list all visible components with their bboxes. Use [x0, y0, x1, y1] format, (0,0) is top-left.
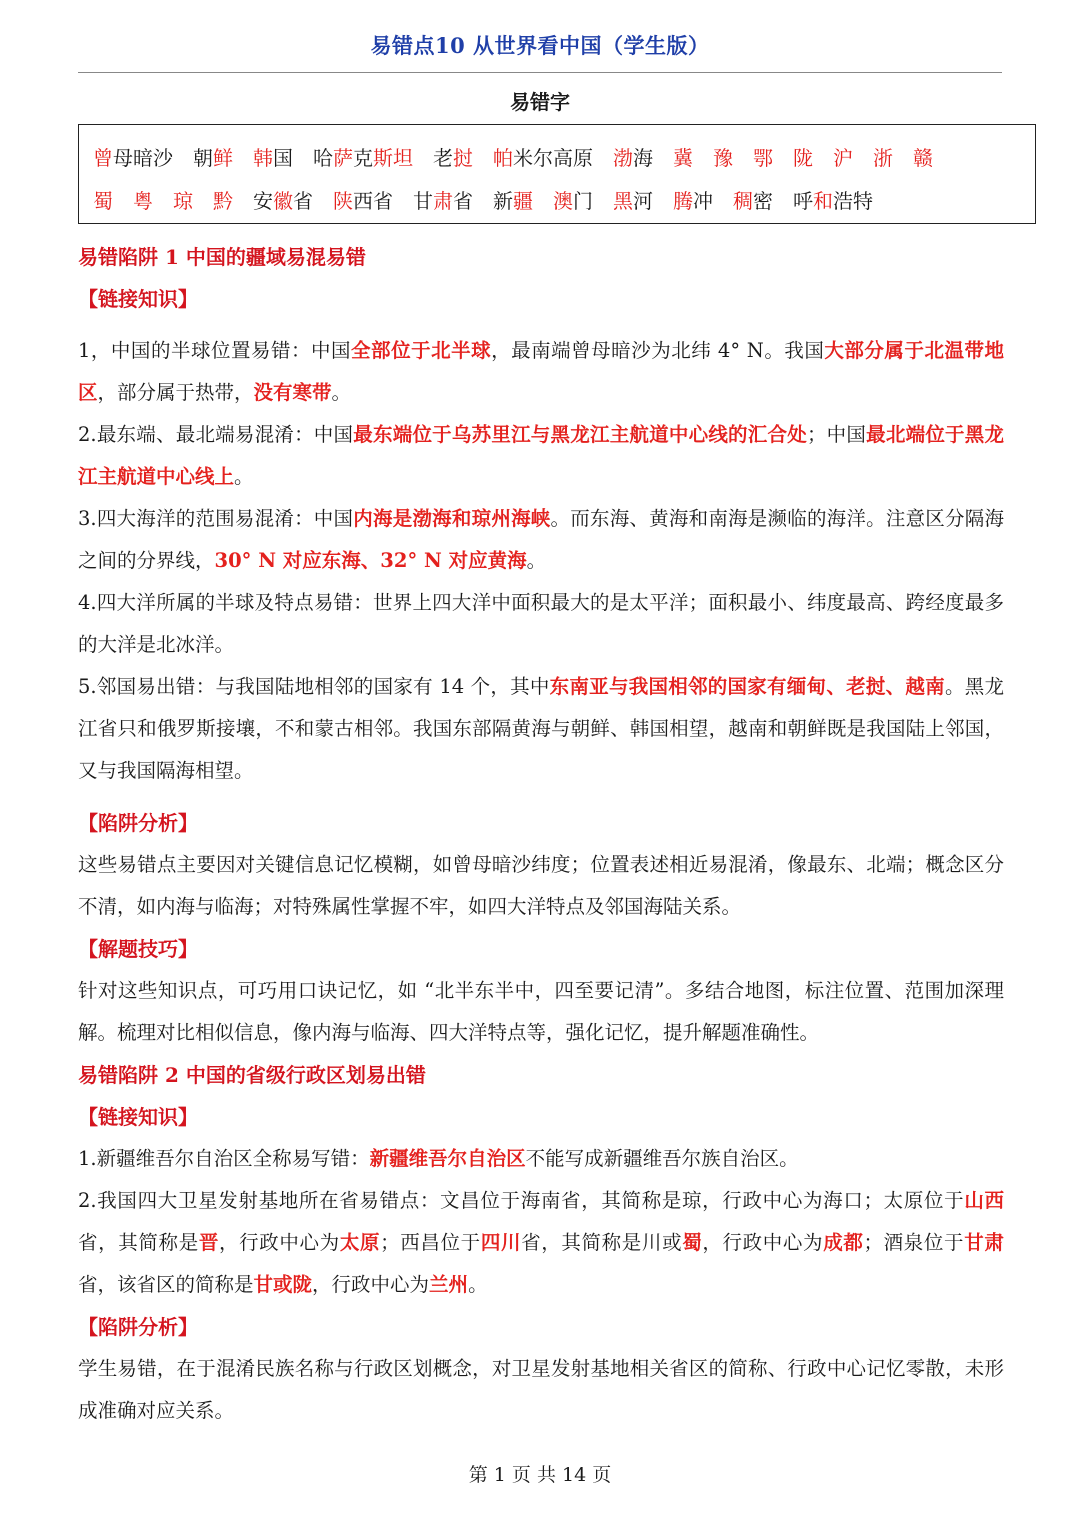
- highlight-text: 蜀: [682, 1231, 703, 1254]
- body-text: 。黑龙江省只和俄罗斯接壤，不和蒙古相邻。我国东部隔黄海与朝鲜、韩国相望，越南和朝鲜既是我国陆上邻国，又与我国隔海相望。: [78, 675, 1004, 782]
- trap-1-point-1: [78, 330, 1004, 414]
- error-prone-word: 韩国: [253, 146, 293, 170]
- trap-1-tips-tag: 【解题技巧】: [78, 937, 198, 961]
- error-prone-word: 冀: [673, 146, 693, 170]
- highlight-text: 30° N 对应东海、32° N 对应黄海: [214, 549, 527, 572]
- highlight-text: 兰州: [429, 1273, 469, 1296]
- body-text: ；酒泉位于: [863, 1231, 965, 1254]
- trap-2-analysis-tag: 【陷阱分析】: [78, 1315, 198, 1339]
- word-row-2: [93, 180, 1035, 223]
- trap-1-tips: 针对这些知识点，可巧用口诀记忆，如 “北半东半中，四至要记清”。多结合地图，标注位置、范围加深理解。梳理对比相似信息，像内海与临海、四大洋特点等，强化记忆，提升解题准确性。: [78, 979, 1004, 1044]
- error-prone-word: 陕西省: [333, 189, 393, 213]
- error-prone-word: 老挝: [433, 146, 473, 170]
- highlight-text: 内海是渤海和琼州海峡: [353, 507, 551, 530]
- body-text: ，最南端曾母暗沙为北纬 4° N。我国: [491, 339, 825, 362]
- error-prone-word: 浙: [873, 146, 893, 170]
- highlight-text: 四川: [480, 1231, 522, 1254]
- trap-2-point-1: [78, 1138, 1004, 1180]
- error-prone-word: 澳门: [553, 189, 593, 213]
- highlight-text: 山西: [964, 1189, 1004, 1212]
- error-prone-word: 黔: [213, 189, 233, 213]
- trap-1-point-3: [78, 498, 1004, 582]
- error-prone-word: 呼和浩特: [793, 189, 873, 213]
- trap-1-analysis-tag: 【陷阱分析】: [78, 811, 198, 835]
- highlight-text: 没有寒带: [253, 381, 332, 404]
- error-prone-word: 豫: [713, 146, 733, 170]
- body-text: ，行政中心为: [218, 1231, 340, 1254]
- error-prone-word: 鄂: [753, 146, 773, 170]
- page-title: 易错点10 从世界看中国（学生版）: [370, 33, 710, 58]
- trap-1-knowledge-tag: 【链接知识】: [78, 287, 198, 311]
- body-text: ，部分属于热带，: [97, 381, 254, 404]
- highlight-text: 东南亚与我国相邻的国家有缅甸、老挝、越南: [549, 675, 945, 698]
- error-prone-word: 沪: [833, 146, 853, 170]
- body-text: 。: [234, 465, 254, 488]
- trap-2-knowledge-tag: 【链接知识】: [78, 1105, 198, 1129]
- body-text: 1，中国的半球位置易错：中国: [78, 339, 352, 362]
- trap-1-title: 易错陷阱 1 中国的疆域易混易错: [78, 245, 366, 269]
- body-text: 。: [331, 381, 352, 404]
- highlight-text: 甘或陇: [253, 1273, 313, 1296]
- error-prone-word: 曾母暗沙: [93, 146, 173, 170]
- body-text: 。而东海、黄海和南海是濒临的海洋。注意区分隔海之间的分界线，: [78, 507, 1004, 572]
- error-prone-word: 蜀: [93, 189, 113, 213]
- error-prone-word: 安徽省: [253, 189, 313, 213]
- word-row-1: [93, 137, 1035, 180]
- highlight-text: 大部分属于北温带地区: [78, 339, 1004, 404]
- error-prone-words-box: [78, 124, 1036, 224]
- body-text: 省，该省区的简称是: [78, 1273, 254, 1296]
- error-prone-word: 新疆: [493, 189, 533, 213]
- error-prone-word: 琼: [173, 189, 193, 213]
- body-text: ，行政中心为: [702, 1231, 824, 1254]
- body-text: 1.新疆维吾尔自治区全称易写错：: [78, 1147, 370, 1170]
- highlight-text: 晋: [198, 1231, 219, 1254]
- error-prone-word: 朝鲜: [193, 146, 233, 170]
- trap-2-point-2: [78, 1180, 1004, 1306]
- trap-2-title: 易错陷阱 2 中国的省级行政区划易出错: [78, 1063, 426, 1087]
- body-text: 省，其简称是川或: [521, 1231, 683, 1254]
- body-text: 。: [468, 1273, 488, 1296]
- body-text: ，行政中心为: [312, 1273, 430, 1296]
- trap-2-analysis: 学生易错，在于混淆民族名称与行政区划概念，对卫星发射基地相关省区的简称、行政中心记忆零散，未形成准确对应关系。: [78, 1357, 1004, 1422]
- page-footer: 第 1 页 共 14 页: [468, 1464, 612, 1486]
- body-text: 。: [526, 549, 547, 572]
- body-text: 3.四大海洋的范围易混淆：中国: [78, 507, 354, 530]
- highlight-text: 甘肃: [964, 1231, 1004, 1254]
- trap-1-point-2: [78, 414, 1004, 498]
- highlight-text: 新疆维吾尔自治区: [369, 1147, 526, 1170]
- trap-1-analysis: 这些易错点主要因对关键信息记忆模糊，如曾母暗沙纬度；位置表述相近易混淆，像最东、北端；概念区分不清，如内海与临海；对特殊属性掌握不牢，如四大洋特点及邻国海陆关系。: [78, 853, 1004, 918]
- highlight-text: 太原: [339, 1231, 381, 1254]
- trap-1-point-5: [78, 666, 1004, 792]
- section-heading: 易错字: [510, 90, 570, 114]
- body-text: ；西昌位于: [380, 1231, 481, 1254]
- main-content: [78, 236, 1004, 1432]
- body-text: 2.最东端、最北端易混淆：中国: [78, 423, 354, 446]
- body-text: 省，其简称是: [78, 1231, 199, 1254]
- body-text: 不能写成新疆维吾尔族自治区。: [525, 1147, 799, 1170]
- error-prone-word: 甘肃省: [413, 189, 473, 213]
- body-text: ；中国: [806, 423, 867, 446]
- error-prone-word: 腾冲: [673, 189, 713, 213]
- trap-1-point-4: 4.四大洋所属的半球及特点易错：世界上四大洋中面积最大的是太平洋；面积最小、纬度最高、跨经度最多的大洋是北冰洋。: [78, 591, 1004, 656]
- error-prone-word: 哈萨克斯坦: [313, 146, 413, 170]
- error-prone-word: 帕米尔高原: [493, 146, 593, 170]
- highlight-text: 全部位于北半球: [351, 339, 492, 362]
- error-prone-word: 渤海: [613, 146, 653, 170]
- error-prone-word: 黑河: [613, 189, 653, 213]
- error-prone-word: 赣: [913, 146, 933, 170]
- highlight-text: 成都: [823, 1231, 864, 1254]
- highlight-text: 最北端位于黑龙江主航道中心线上: [78, 423, 1004, 488]
- error-prone-word: 陇: [793, 146, 813, 170]
- header-divider: [78, 72, 1002, 73]
- body-text: 2.我国四大卫星发射基地所在省易错点：文昌位于海南省，其简称是琼，行政中心为海口；太原位于: [78, 1189, 965, 1212]
- body-text: 5.邻国易出错：与我国陆地相邻的国家有 14 个，其中: [78, 675, 550, 698]
- error-prone-word: 粤: [133, 189, 153, 213]
- highlight-text: 最东端位于乌苏里江与黑龙江主航道中心线的汇合处: [353, 423, 807, 446]
- error-prone-word: 稠密: [733, 189, 773, 213]
